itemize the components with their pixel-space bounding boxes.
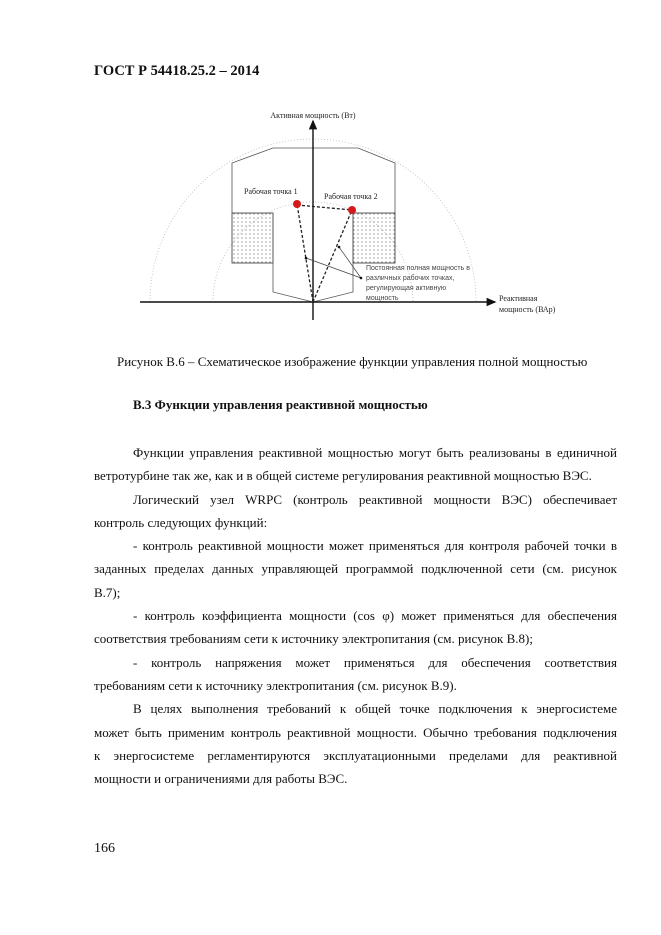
- section-title: В.3 Функции управления реактивной мощностью: [133, 397, 428, 412]
- point2-label: Рабочая точка 2: [324, 192, 378, 201]
- paragraph-line: В.7);: [94, 584, 121, 600]
- paragraph-line: к энергосистеме регламентируются эксплуатационными пределами для реактивной: [94, 747, 617, 763]
- y-axis-label: Активная мощность (Вт): [270, 111, 356, 120]
- power-diagram: [0, 0, 661, 340]
- x-axis-label-line2: мощность (ВАр): [499, 305, 556, 314]
- document-header: ГОСТ Р 54418.25.2 – 2014: [94, 63, 260, 79]
- vector-to-point2: [313, 210, 352, 302]
- paragraph: [94, 604, 617, 651]
- paragraph-line: может быть применим контроль реактивной мощности. Обычно требования подключения: [94, 724, 617, 740]
- paragraph-line: соответствия требованиям сети к источнику электропитания (см. рисунок В.8);: [94, 631, 533, 647]
- paragraph-line: В целях выполнения требований к общей точке подключения к энергосистеме: [133, 701, 617, 717]
- callout-text-line: мощность: [366, 295, 399, 302]
- paragraph-line: мощности и ограничениями для работы ВЭС.: [94, 771, 348, 787]
- paragraph-line: - контроль напряжения может применяться для обеспечения соответствия: [133, 654, 617, 670]
- callout-text-line: регулирующая активную: [366, 285, 447, 292]
- figure-caption: Рисунок В.6 – Схематическое изображение функции управления полной мощностью: [117, 354, 588, 369]
- callout-text-line: различных рабочих точках,: [366, 275, 455, 282]
- paragraph: [94, 441, 617, 488]
- paragraph-line: Функции управления реактивной мощностью могут быть реализованы в единичной: [133, 445, 617, 460]
- paragraph-line: контроль следующих функций:: [94, 514, 268, 530]
- x-axis-label-line1: Реактивная: [499, 294, 538, 303]
- page-number: 166: [94, 841, 115, 856]
- right-hatched-region: [353, 213, 395, 263]
- point1-to-point2-link: [297, 205, 352, 210]
- operating-point-2: [348, 206, 356, 214]
- left-hatched-region: [232, 213, 273, 263]
- callout-end-1: [305, 257, 308, 260]
- callout-end-2: [338, 246, 341, 249]
- callout-dot: [360, 277, 363, 280]
- callout-text-line: Постоянная полная мощность в: [366, 265, 470, 272]
- paragraph-line: - контроль коэффициента мощности (cos φ) может применяться для обеспечения: [133, 608, 617, 624]
- paragraph: [94, 534, 617, 604]
- paragraph-line: - контроль реактивной мощности может применяться для контроля рабочей точки в: [133, 538, 617, 554]
- paragraph-line: требованиям сети к источнику электропитания (см. рисунок В.9).: [94, 677, 457, 693]
- paragraph: [94, 697, 617, 790]
- body-text: [94, 441, 617, 790]
- operating-point-1: [293, 200, 301, 208]
- paragraph: [94, 651, 617, 698]
- point1-label: Рабочая точка 1: [244, 187, 298, 196]
- paragraph-line: ветротурбине так же, как и в общей системе регулирования реактивной мощностью ВЭС.: [94, 468, 592, 484]
- vector-to-point1: [297, 204, 313, 302]
- paragraph-line: Логический узел WRPC (контроль реактивной мощности ВЭС) обеспечивает: [133, 491, 617, 507]
- paragraph: [94, 488, 617, 535]
- paragraph-line: заданных пределах данных управляющей программой подключенной сети (см. рисунок: [94, 561, 617, 577]
